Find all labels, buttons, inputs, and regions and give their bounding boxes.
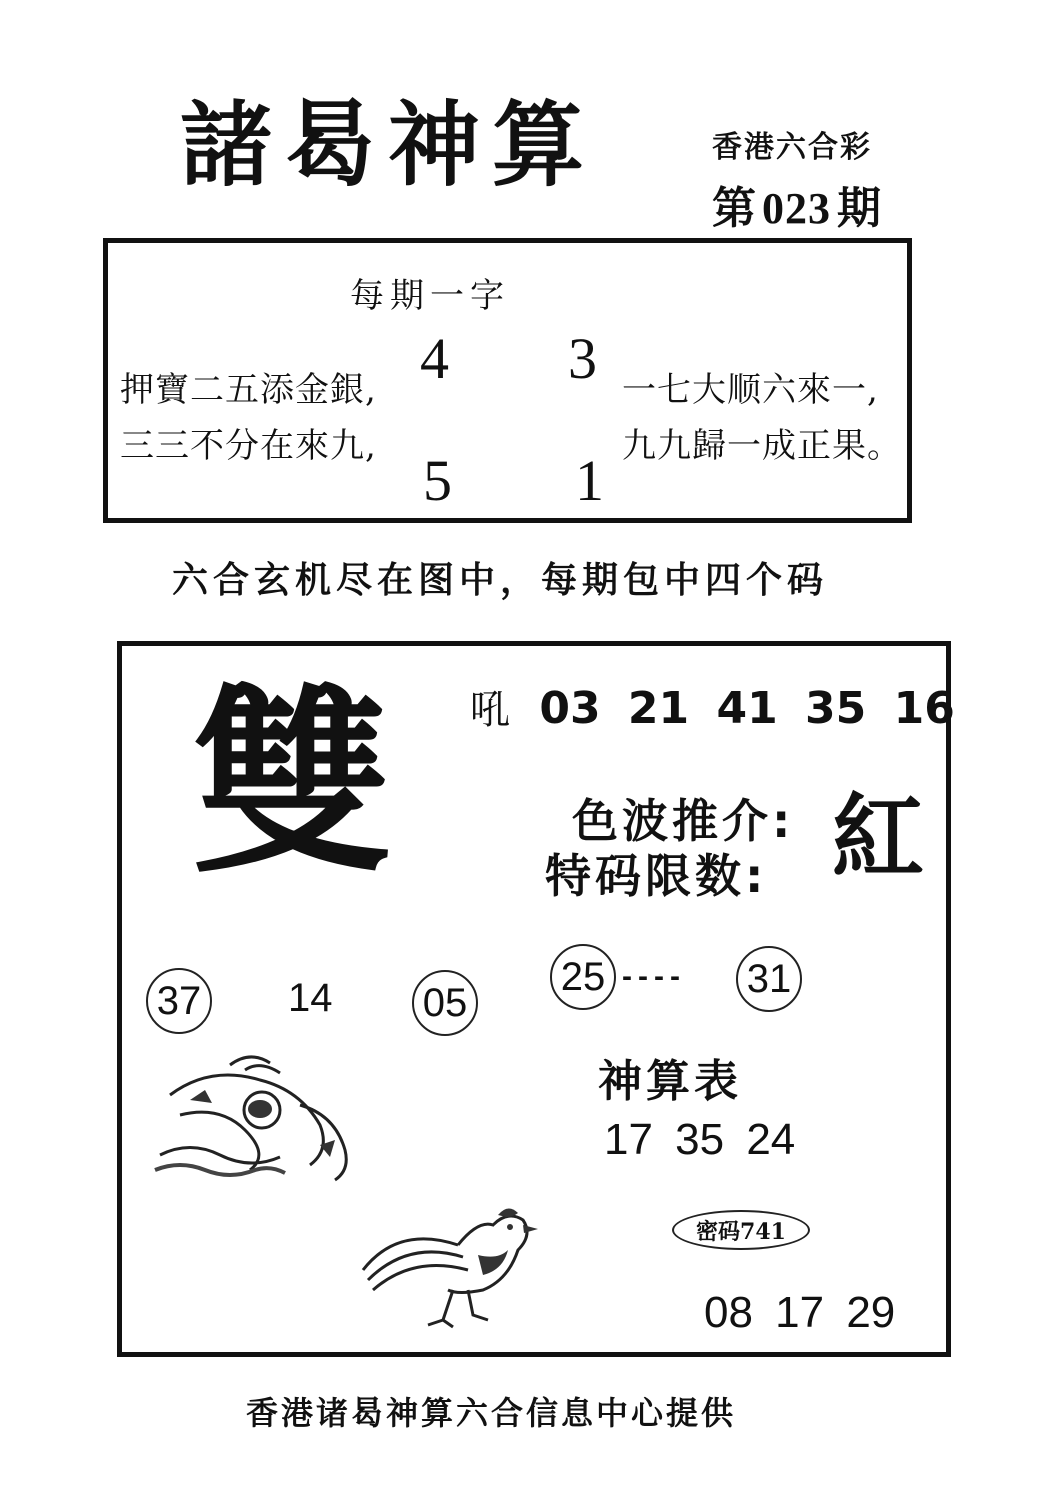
riddle-digit: 3 [568, 326, 597, 391]
riddle-digit: 5 [423, 448, 452, 513]
issue-suffix: 期 [837, 183, 881, 234]
rooster-icon [358, 1195, 553, 1330]
limit-label: 特码限数: [545, 849, 768, 903]
big-character: 雙 [192, 668, 393, 901]
riddle-digit: 4 [420, 326, 449, 391]
riddle-heading: 每期一字 [350, 276, 510, 316]
number: 35 [805, 683, 867, 734]
issue-number: 023 [762, 184, 831, 233]
riddle-digit: 1 [575, 448, 604, 513]
slogan: 六合玄机尽在图中，每期包中四个码 [172, 560, 829, 601]
issue-label [712, 172, 881, 236]
verse-line: 三三不分在來九, [120, 426, 377, 466]
verse-line: 一七大顺六來一, [622, 370, 879, 410]
color-value: 紅 [832, 784, 925, 891]
circled-number: 37 [146, 968, 212, 1034]
circled-number: 25 [550, 944, 616, 1010]
issue-prefix: 第 [712, 183, 756, 234]
number: 14 [288, 976, 333, 1020]
table-numbers: 17 35 24 [604, 1115, 796, 1164]
dragon-icon [150, 1045, 370, 1185]
numbers-label: 吼 [470, 687, 510, 733]
table-label: 神算表 [598, 1056, 742, 1107]
number: 21 [627, 683, 690, 734]
verse-line: 押寶二五添金銀, [120, 370, 377, 410]
password-badge: 密码741 [672, 1210, 810, 1250]
dashes: ---- [622, 960, 686, 993]
numbers-row [470, 678, 967, 735]
number: 16 [893, 683, 955, 734]
verse-line: 九九歸一成正果。 [622, 426, 902, 466]
lottery-name: 香港六合彩 [712, 130, 872, 165]
footer: 香港诸曷神算六合信息中心提供 [246, 1394, 737, 1432]
number: 41 [716, 683, 778, 734]
number: 03 [539, 683, 601, 734]
final-numbers: 08 17 29 [704, 1288, 896, 1337]
color-label: 色波推介: [572, 794, 795, 848]
circled-number: 31 [736, 946, 802, 1012]
page-title: 諸曷神算 [180, 92, 597, 199]
circled-number: 05 [412, 970, 478, 1036]
